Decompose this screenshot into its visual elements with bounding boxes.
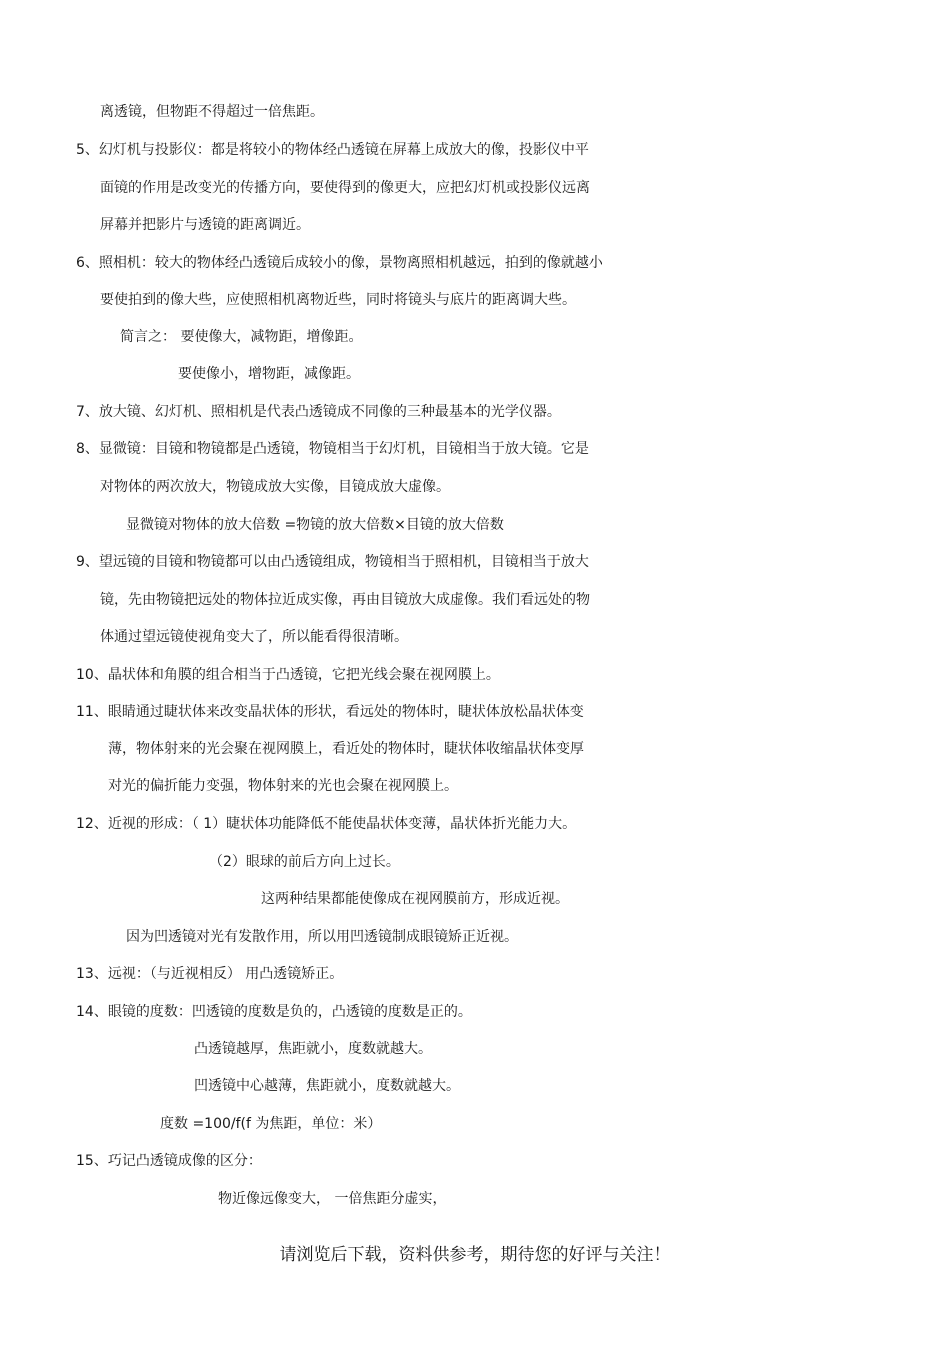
text-line: 屏幕并把影片与透镜的距离调近。: [100, 217, 310, 233]
text-line: 7、放大镜、幻灯机、照相机是代表凸透镜成不同像的三种最基本的光学仪器。: [76, 404, 561, 420]
text-line: 6、照相机：较大的物体经凸透镜后成较小的像，景物离照相机越远，拍到的像就越小: [76, 255, 603, 271]
text-line: 5、幻灯机与投影仪：都是将较小的物体经凸透镜在屏幕上成放大的像，投影仪中平: [76, 142, 589, 158]
text-line: 对光的偏折能力变强，物体射来的光也会聚在视网膜上。: [108, 778, 458, 794]
text-line: 13、远视：（与近视相反） 用凸透镜矫正。: [76, 966, 344, 982]
text-line: 对物体的两次放大，物镜成放大实像，目镜成放大虚像。: [100, 479, 450, 495]
text-line: 薄，物体射来的光会聚在视网膜上，看近处的物体时，睫状体收缩晶状体变厚: [108, 741, 584, 757]
text-line: （2）眼球的前后方向上过长。: [209, 854, 400, 870]
text-line: 面镜的作用是改变光的传播方向，要使得到的像更大，应把幻灯机或投影仪远离: [100, 180, 590, 196]
text-line: 15、巧记凸透镜成像的区分：: [76, 1153, 262, 1169]
text-line: 要使像小，增物距，减像距。: [178, 366, 360, 382]
text-line: 要使拍到的像大些，应使照相机离物近些，同时将镜头与底片的距离调大些。: [100, 292, 576, 308]
text-line: 镜，先由物镜把远处的物体拉近成实像，再由目镜放大成虚像。我们看远处的物: [100, 592, 590, 608]
text-line: 简言之： 要使像大，减物距，增像距。: [120, 329, 363, 345]
text-line: 12、近视的形成：（ 1）睫状体功能降低不能使晶状体变薄，晶状体折光能力大。: [76, 816, 577, 832]
text-line: 9、望远镜的目镜和物镜都可以由凸透镜组成，物镜相当于照相机，目镜相当于放大: [76, 554, 589, 570]
text-line: 离透镜，但物距不得超过一倍焦距。: [100, 104, 324, 120]
text-line: 度数 =100/f(f 为焦距，单位：米）: [160, 1116, 382, 1132]
text-line: 11、眼睛通过睫状体来改变晶状体的形状，看远处的物体时，睫状体放松晶状体变: [76, 704, 584, 720]
text-line: 物近像远像变大， 一倍焦距分虚实，: [218, 1191, 447, 1207]
footer-note: 请浏览后下载，资料供参考，期待您的好评与关注！: [279, 1245, 671, 1265]
text-line: 10、晶状体和角膜的组合相当于凸透镜，它把光线会聚在视网膜上。: [76, 667, 500, 683]
text-line: 凹透镜中心越薄，焦距就小，度数就越大。: [194, 1078, 460, 1094]
text-line: 8、显微镜：目镜和物镜都是凸透镜，物镜相当于幻灯机，目镜相当于放大镜。它是: [76, 441, 589, 457]
text-line: 这两种结果都能使像成在视网膜前方，形成近视。: [261, 891, 569, 907]
text-line: 体通过望远镜使视角变大了，所以能看得很清晰。: [100, 629, 408, 645]
text-line: 14、眼镜的度数：凹透镜的度数是负的，凸透镜的度数是正的。: [76, 1004, 472, 1020]
text-line: 显微镜对物体的放大倍数 =物镜的放大倍数×目镜的放大倍数: [126, 517, 504, 533]
text-line: 因为凹透镜对光有发散作用，所以用凹透镜制成眼镜矫正近视。: [126, 929, 518, 945]
text-line: 凸透镜越厚，焦距就小，度数就越大。: [194, 1041, 432, 1057]
